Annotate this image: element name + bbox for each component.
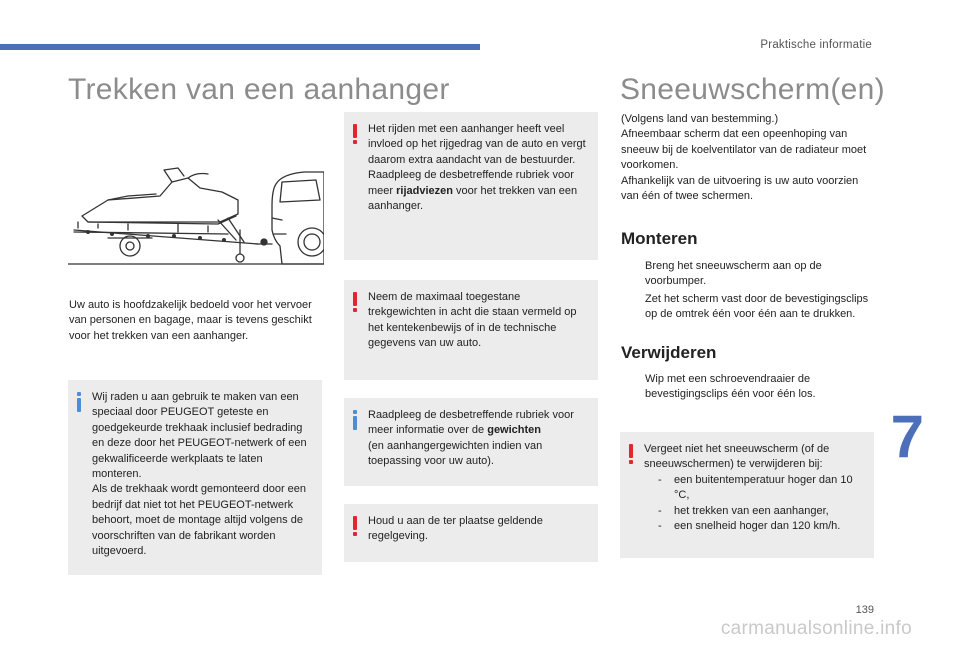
info-box-text: Wij raden u aan gebruik te maken van een speciaal door PEUGEOT geteste en goedgekeurde trekhaak inclusief bedrading en deze door het PEUGEOT-netwerk of een gekwalificeerde werkplaats te laten monteren. Als de trekhaak wordt gemonteerd door een bedrijf dat niet tot het PEUGEOT-netwerk behoort, moet de montage altijd volgens de voorschriften van de fabrikant worden uitgevoerd.: [92, 391, 307, 557]
warning-box-regulations: [344, 504, 598, 562]
warning-icon: [353, 292, 357, 312]
page-number: 139: [855, 604, 874, 616]
running-head: Praktische informatie: [760, 39, 872, 51]
section-title-towing: Trekken van een aanhanger: [68, 73, 450, 106]
mount-steps: [621, 259, 871, 323]
warning-box-driving: [344, 112, 598, 260]
header-accent-bar: [0, 44, 480, 50]
warning-box-weights: [344, 280, 598, 380]
warning-box-text: Het rijden met een aanhanger heeft veel invloed op het rijgedrag van de auto en vergt daarom extra aandacht van de bestuurder. Raadpleeg de desbetreffende rubriek voor meer rijadviezen voor het trekken van een aanhanger.: [368, 123, 586, 212]
watermark: carmanualsonline.info: [720, 618, 912, 639]
heading-mount: Monteren: [621, 229, 698, 248]
warning-icon: [353, 124, 357, 144]
towing-intro: Uw auto is hoofdzakelijk bedoeld voor het vervoer van personen en bagage, maar is tevens geschikt voor het trekken van een aanhanger.: [69, 299, 312, 342]
warning-icon: [353, 516, 357, 536]
warning-box-text: Houd u aan de ter plaatse geldende regelgeving.: [368, 515, 543, 543]
section-title-snow-screen: Sneeuwscherm(en): [620, 73, 885, 106]
chapter-number: 7: [890, 403, 924, 470]
info-box-text: Raadpleeg de desbetreffende rubriek voor meer informatie over de gewichten (en aanhangergewichten indien van toepassing voor uw auto).: [368, 409, 574, 468]
list-item: Breng het sneeuwscherm aan op de voorbumper.: [645, 260, 822, 288]
list-item: - het trekken van een aanhanger,: [658, 504, 829, 517]
list-item: - een snelheid hoger dan 120 km/h.: [658, 519, 841, 532]
info-icon: [353, 410, 357, 430]
info-icon: [77, 392, 81, 412]
warning-box-text: Vergeet niet het sneeuwscherm (of de sneeuwschermen) te verwijderen bij: - een buitentemperatuur hoger dan 10 °C, - het trekken van een aanhanger, - een snelheid hoger dan 120 km/h.: [644, 442, 866, 534]
info-box-towbar: [68, 380, 322, 575]
warning-box-removal: [620, 432, 874, 558]
warning-box-text: Neem de maximaal toegestane trekgewichten in acht die staan vermeld op het kentekenbewijs of in de technische gegevens van uw auto.: [368, 291, 577, 350]
snow-screen-intro: (Volgens land van bestemming.) Afneembaar scherm dat een opeenhoping van sneeuw bij de koelventilator van de radiateur moet voorkomen. Afhankelijk van de uitvoering is uw auto voorzien van één of twee schermen.: [621, 113, 867, 202]
info-box-weights: [344, 398, 598, 486]
list-item: Wip met een schroevendraaier de bevestigingsclips één voor één los.: [645, 373, 816, 401]
list-item: - een buitentemperatuur hoger dan 10 °C,: [658, 473, 853, 502]
warning-icon: [629, 444, 633, 464]
towing-illustration: [68, 160, 324, 268]
list-item: Zet het scherm vast door de bevestigingsclips op de omtrek één voor één aan te drukken.: [645, 292, 869, 321]
heading-remove: Verwijderen: [621, 343, 717, 362]
remove-steps: [621, 372, 871, 403]
